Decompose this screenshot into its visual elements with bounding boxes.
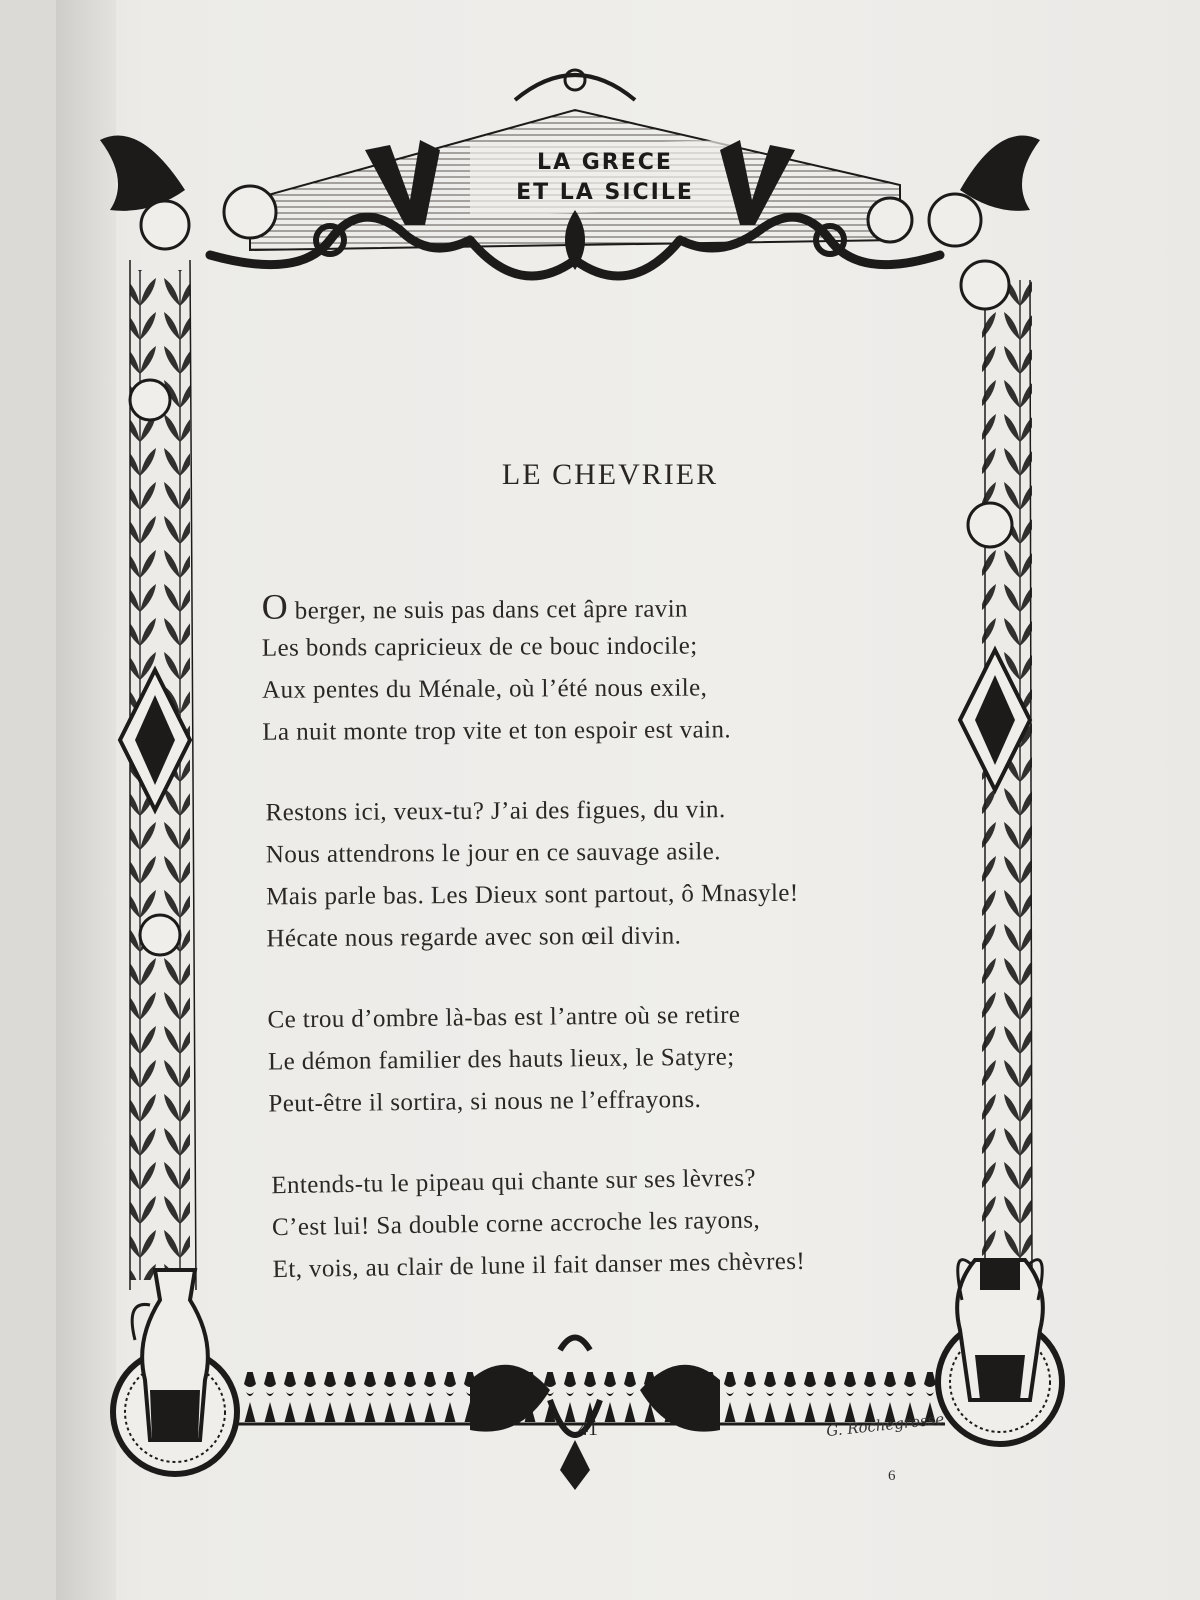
poem-line: Les bonds capricieux de ce bouc indocile; (261, 632, 698, 662)
poem-line: C’est lui! Sa double corne accroche les rayons, (271, 1206, 761, 1242)
left-vase (113, 1270, 237, 1474)
poem-line: La nuit monte trop vite et ton espoir est vain. (262, 716, 732, 746)
bottom-band (235, 1338, 945, 1491)
poem-line: Hécate nous regarde avec son œil divin. (266, 922, 682, 953)
stanza-1 (262, 582, 943, 754)
poem-line: Le démon familier des hauts lieux, le Satyre; (267, 1043, 735, 1076)
poem-line: Mais parle bas. Les Dieux sont partout, ô Mnasyle! (266, 879, 799, 911)
poem-line: Restons ici, veux-tu? J’ai des figues, du vin. (265, 796, 726, 827)
stanza-2 (261, 788, 942, 961)
page-number: 41 (578, 1418, 598, 1440)
poem-line: Peut-être il sortira, si nous ne l’effrayons. (268, 1085, 702, 1118)
stanza-4 (261, 1155, 943, 1292)
poem-line (262, 582, 942, 628)
artist-signature: G. Rochegrosse (825, 1409, 945, 1441)
right-vase (938, 1260, 1062, 1444)
poem-line: Et, vois, au clair de lune il fait danser mes chèvres! (272, 1247, 806, 1284)
poem-body (262, 584, 942, 1324)
left-vine (120, 270, 190, 1280)
poem-line: Ce trou d’ombre là-bas est l’antre où se retire (267, 1001, 741, 1034)
banner-line-2: ET LA SICILE (516, 180, 694, 205)
poem-line: Nous attendrons le jour en ce sauvage asile. (265, 838, 721, 869)
poem-line: Aux pentes du Ménale, où l’été nous exile, (262, 674, 708, 704)
sheet-mark: 6 (888, 1468, 896, 1484)
right-vine (960, 280, 1032, 1260)
banner-line-1: LA GRECE (537, 150, 673, 175)
poem-title: LE CHEVRIER (501, 458, 719, 491)
poem-line: Entends-tu le pipeau qui chante sur ses lèvres? (271, 1164, 757, 1200)
drop-cap: O (261, 586, 289, 627)
stanza-3 (261, 992, 942, 1125)
poem-line-text: berger, ne suis pas dans cet âpre ravin (294, 595, 688, 625)
